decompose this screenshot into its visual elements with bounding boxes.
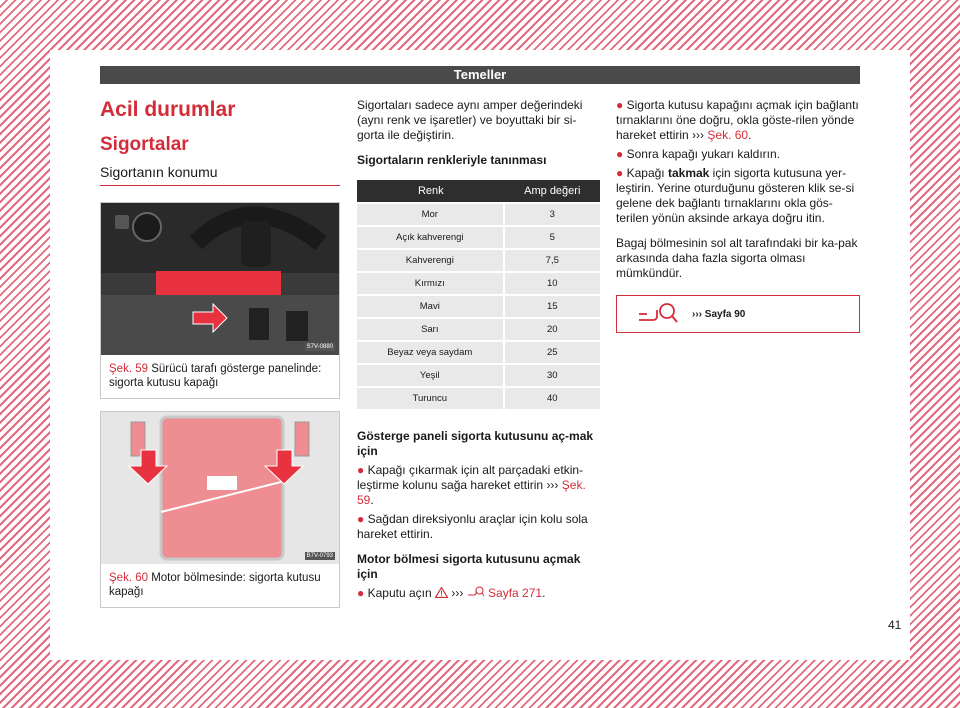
see-also-box [616,295,860,333]
table-row: Kırmızı 10 [357,273,600,294]
bullet-icon: ● [616,166,624,180]
arrows-icon: ››› [546,478,559,492]
page-number: 41 [888,618,902,632]
table-row: Açık kahverengi 5 [357,227,600,248]
section-title: Sigortalar [100,134,189,155]
bullet-icon: ● [357,586,365,600]
fig59-link[interactable]: Şek. 59 [357,478,586,507]
bullet-icon: ● [357,512,365,526]
middle-column [357,98,600,601]
figure-59 [100,202,340,399]
fuse-color-table [357,178,600,411]
subsection-title: Sigortanın konumu [100,164,340,186]
figure-60-text: Motor bölmesinde: sigorta kutusu kapağı [109,572,321,598]
figure-59-code: S7V-0880 [306,344,333,350]
c3-bullet-3: ● Kapağı takmak için sigorta kutusuna yer-leştirin. Yerine oturduğunu gösteren klik se-si gelene dek bağlantı tırnaklarını okla gös-terilen yönün aksinde arkaya doğru itin. [616,166,855,225]
figure-60-number: Şek. 60 [109,572,148,584]
fig60-link[interactable]: Şek. 60 [707,128,749,142]
bullet-icon: ● [357,463,365,477]
figure-59-text: Sürücü tarafı gösterge panelinde: sigorta kutusu kapağı [109,363,322,389]
hand-lens-icon [467,586,485,598]
table-row: Yeşil 30 [357,365,600,386]
table-row: Mavi 15 [357,296,600,317]
c3-bullet-1: ● Sigorta kutusu kapağını açmak için bağlantı tırnaklarını öne doğru, okla göste-rilen yönde hareket ettirin ››› Şek. 60. [616,98,859,142]
section2-title: Motor bölmesi sigorta kutusunu açmak için [357,552,581,581]
manual-page [50,50,910,660]
engine-fuse-image [101,412,339,564]
left-column [100,98,340,608]
page271-link[interactable]: Sayfa 271 [488,586,543,600]
section1-title: Gösterge paneli sigorta kutusunu aç-mak için [357,429,594,458]
arrows-icon: ››› [692,128,705,142]
table-row: Mor 3 [357,204,600,225]
arrows-icon: ››› [451,586,464,600]
c3-bullet-2: ● Sonra kapağı yukarı kaldırın. [616,147,781,161]
bullet-icon: ● [616,147,624,161]
see-also-ref[interactable]: ››› Sayfa 90 [692,309,746,320]
right-column [616,98,860,333]
arrows-icon: ››› [692,309,702,320]
figure-59-number: Şek. 59 [109,363,148,375]
section-header: Temeller [100,66,860,84]
s1-bullet-1: ● Kapağı çıkarmak için alt parçadaki etkin-leştirme kolunu sağa hareket ettirin ››› Şek. 59. [357,463,586,507]
table-title: Sigortaların renkleriyle tanınması [357,153,547,167]
table-row: Beyaz veya saydam 25 [357,342,600,363]
intro-paragraph: Sigortaları sadece aynı amper değerindeki (aynı renk ve işaretler) ve boyuttaki bir si-gorta ile değiştirin. [357,98,583,142]
hand-lens-icon [637,302,681,326]
figure-60 [100,411,340,608]
s1-bullet-2: ● Sağdan direksiyonlu araçlar için kolu sola hareket ettirin. [357,512,588,541]
table-row: Sarı 20 [357,319,600,340]
figure-59-caption [101,355,339,398]
table-row: Turuncu 40 [357,388,600,409]
table-row: Kahverengi 7,5 [357,250,600,271]
dashboard-fuse-image [101,203,339,355]
warning-triangle-icon [435,587,448,598]
s2-bullet-1: ● Kaputu açın ››› Sayfa 271. [357,586,546,600]
figure-60-caption [101,564,339,607]
trunk-fuse-paragraph: Bagaj bölmesinin sol alt tarafındaki bir ka-pak arkasında daha fazla sigorta olması mümkündür. [616,236,858,280]
table-header-amp: Amp değeri [505,180,600,202]
table-header-color: Renk [357,180,505,202]
bullet-icon: ● [616,98,624,112]
figure-60-code: B7V-0793 [306,553,333,559]
chapter-title: Acil durumlar [100,98,236,121]
